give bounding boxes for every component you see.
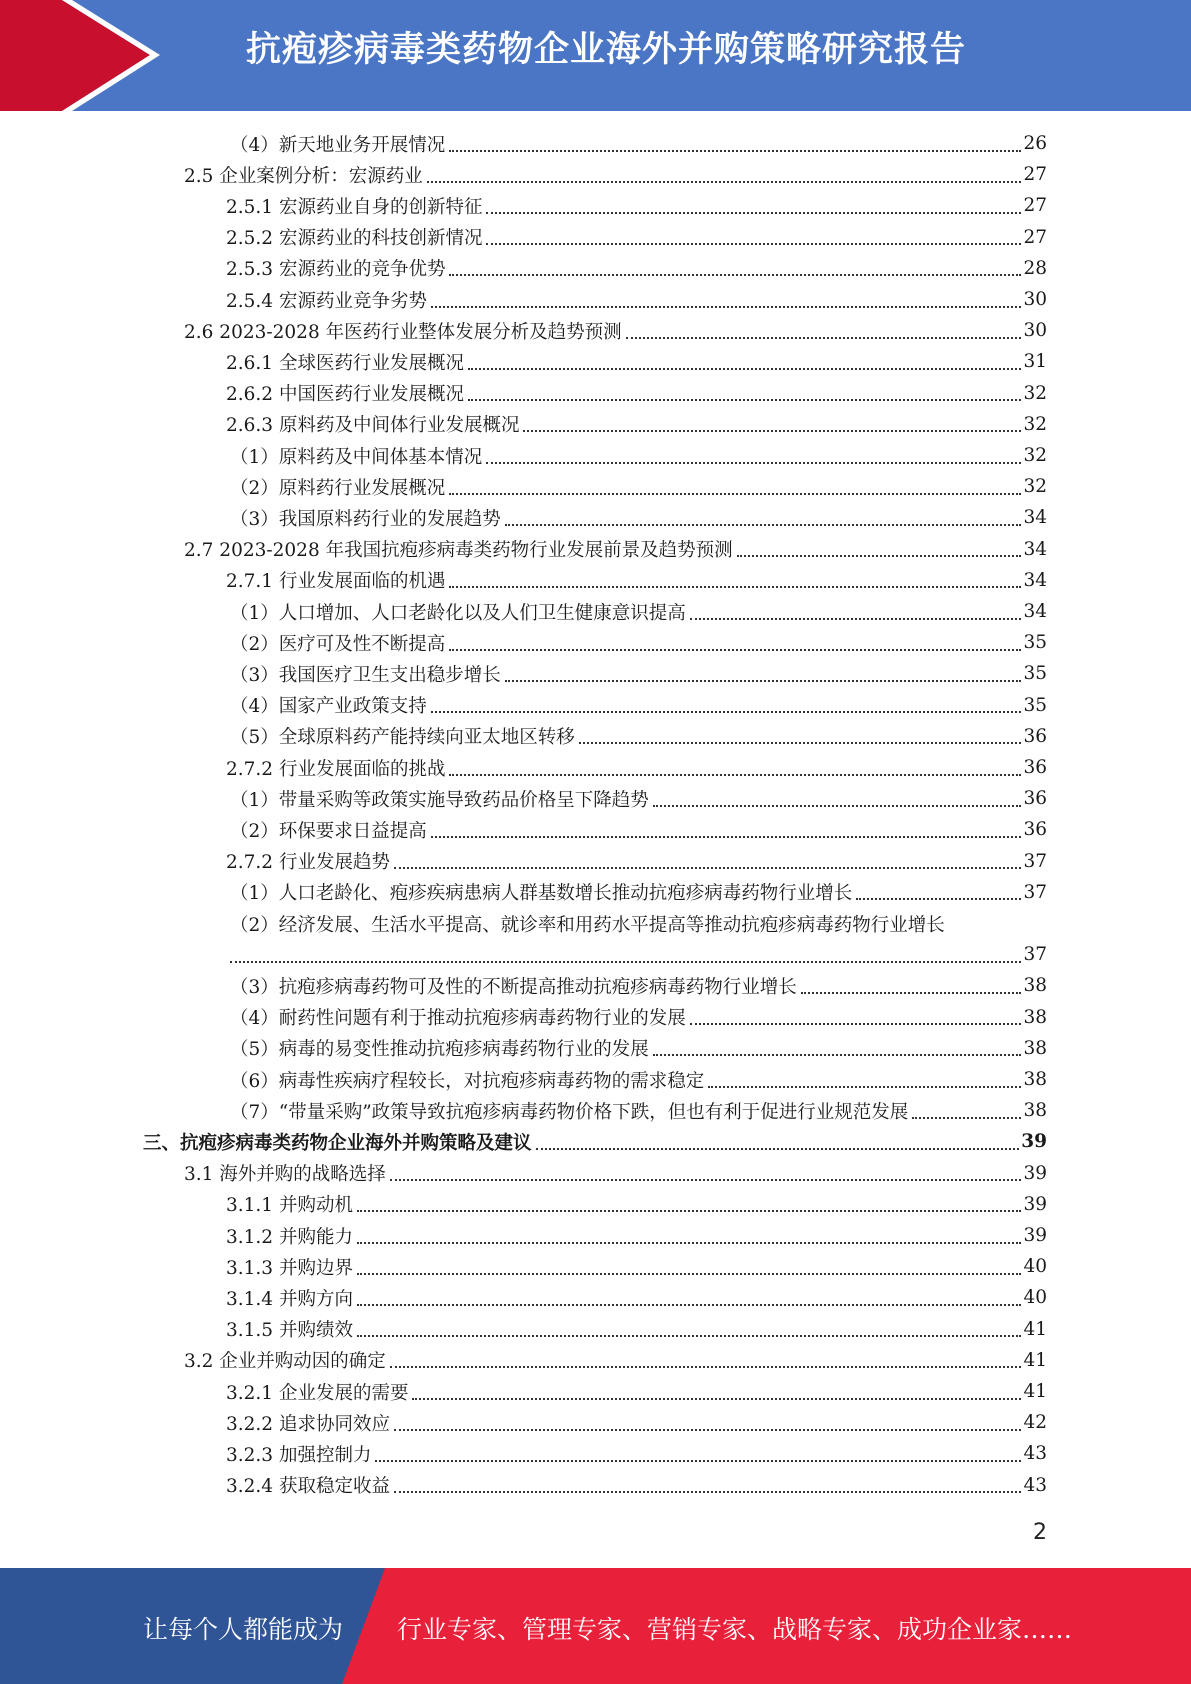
toc-entry-page: 35 xyxy=(1023,632,1047,654)
toc-dot-leader xyxy=(431,836,1022,838)
toc-entry-label: 2.7 2023-2028 年我国抗疱疹病毒类药物行业发展前景及趋势预测 xyxy=(184,540,733,562)
toc-entry-page: 34 xyxy=(1023,507,1047,529)
toc-dot-leader xyxy=(579,742,1022,744)
toc-dot-leader xyxy=(486,212,1021,214)
toc-entry-label: 2.7.2 行业发展面临的挑战 xyxy=(226,758,446,780)
toc-dot-leader xyxy=(536,1148,1020,1150)
toc-entry[interactable] xyxy=(230,908,945,939)
toc-entry[interactable] xyxy=(230,877,1047,908)
toc-dot-leader xyxy=(412,1398,1021,1400)
toc-entry-page: 41 xyxy=(1023,1318,1047,1340)
toc-entry-page: 37 xyxy=(1023,881,1047,903)
toc-dot-leader xyxy=(708,1086,1021,1088)
toc-entry-page: 40 xyxy=(1023,1287,1047,1309)
toc-entry-label: 2.5 企业案例分析：宏源药业 xyxy=(184,165,423,187)
toc-entry-page: 39 xyxy=(1023,1162,1047,1184)
toc-entry-page: 32 xyxy=(1023,413,1047,435)
toc-dot-leader xyxy=(912,1117,1021,1119)
toc-entry[interactable] xyxy=(230,1095,1047,1126)
toc-entry-label: （7）“带量采购”政策导致抗疱疹病毒药物价格下跌，但也有利于促进行业规范发展 xyxy=(230,1101,909,1123)
toc-entry-page: 38 xyxy=(1023,1006,1047,1028)
toc-entry-label: 3.1.2 并购能力 xyxy=(226,1226,353,1248)
toc-entry[interactable] xyxy=(184,159,1047,190)
toc-dot-leader xyxy=(505,524,1022,526)
toc-entry[interactable] xyxy=(226,565,1047,596)
toc-entry[interactable] xyxy=(226,1251,1047,1282)
toc-entry[interactable] xyxy=(230,658,1047,689)
toc-entry-page: 40 xyxy=(1023,1256,1047,1278)
toc-entry[interactable] xyxy=(226,1220,1047,1251)
toc-entry-label: （4）耐药性问题有利于推动抗疱疹病毒药物行业的发展 xyxy=(230,1008,686,1030)
toc-entry[interactable] xyxy=(226,284,1047,315)
toc-entry-label: （1）带量采购等政策实施导致药品价格呈下降趋势 xyxy=(230,789,649,811)
toc-dot-leader xyxy=(449,493,1021,495)
toc-entry-page: 32 xyxy=(1023,476,1047,498)
toc-entry[interactable] xyxy=(226,846,1047,877)
toc-entry-page: 35 xyxy=(1023,663,1047,685)
toc-entry-label: 2.6.3 原料药及中间体行业发展概况 xyxy=(226,415,520,437)
toc-entry[interactable] xyxy=(230,970,1047,1001)
toc-entry-label: 2.5.3 宏源药业的竞争优势 xyxy=(226,259,446,281)
toc-entry[interactable] xyxy=(230,721,1047,752)
toc-entry-page: 28 xyxy=(1023,257,1047,279)
toc-entry-page: 38 xyxy=(1023,1069,1047,1090)
toc-entry-page: 30 xyxy=(1023,289,1047,310)
toc-entry-label: 3.1 海外并购的战略选择 xyxy=(184,1164,386,1186)
toc-entry[interactable] xyxy=(230,128,1047,159)
toc-entry-page: 32 xyxy=(1023,382,1047,404)
toc-entry-label: 2.6.2 中国医药行业发展概况 xyxy=(226,384,464,406)
toc-entry[interactable] xyxy=(230,1033,1047,1064)
toc-entry-label: 2.6 2023-2028 年医药行业整体发展分析及趋势预测 xyxy=(184,321,622,343)
toc-entry[interactable] xyxy=(226,378,1047,409)
toc-dot-leader xyxy=(653,1054,1022,1056)
toc-entry[interactable] xyxy=(230,1002,1047,1033)
toc-entry[interactable] xyxy=(230,471,1047,502)
toc-entry[interactable] xyxy=(230,502,1047,533)
toc-entry[interactable] xyxy=(226,1438,1047,1469)
toc-dot-leader xyxy=(626,337,1022,339)
toc-dot-leader xyxy=(394,1491,1021,1493)
toc-entry[interactable] xyxy=(226,253,1047,284)
toc-entry-label: 2.5.2 宏源药业的科技创新情况 xyxy=(226,228,483,250)
toc-entry-page: 27 xyxy=(1023,195,1047,217)
toc-entry-page: 31 xyxy=(1023,351,1047,373)
toc-entry[interactable] xyxy=(226,409,1047,440)
toc-entry[interactable] xyxy=(226,222,1047,253)
toc-entry-label: 2.7.1 行业发展面临的机遇 xyxy=(226,571,446,593)
toc-entry[interactable] xyxy=(230,783,1047,814)
toc-entry-label: 3.2 企业并购动因的确定 xyxy=(184,1351,386,1373)
toc-entry-page: 37 xyxy=(1023,944,1047,966)
toc-entry[interactable] xyxy=(230,814,1047,845)
toc-entry-label: 2.5.1 宏源药业自身的创新特征 xyxy=(226,196,483,218)
toc-dot-leader xyxy=(523,430,1021,432)
toc-entry-label: （3）我国医疗卫生支出稳步增长 xyxy=(230,664,501,686)
toc-dot-leader xyxy=(737,555,1022,557)
toc-dot-leader xyxy=(230,961,1021,963)
toc-entry[interactable] xyxy=(226,346,1047,377)
toc-chapter-entry[interactable] xyxy=(143,1126,1047,1157)
toc-entry-page: 41 xyxy=(1023,1349,1047,1371)
toc-entry[interactable] xyxy=(184,1158,1047,1189)
toc-entry-label: （5）全球原料药产能持续向亚太地区转移 xyxy=(230,727,575,749)
toc-entry-continuation[interactable] xyxy=(230,939,1047,970)
toc-dot-leader xyxy=(449,649,1021,651)
toc-dot-leader xyxy=(357,1242,1022,1244)
toc-entry-label: 3.1.4 并购方向 xyxy=(226,1288,353,1310)
report-title: 抗疱疹病毒类药物企业海外并购策略研究报告 xyxy=(246,30,967,70)
toc-dot-leader xyxy=(427,181,1022,183)
toc-entry[interactable] xyxy=(184,534,1047,565)
toc-entry-label: 3.2.3 加强控制力 xyxy=(226,1444,372,1466)
toc-entry-page: 43 xyxy=(1023,1443,1047,1465)
toc-entry-label: （6）病毒性疾病疗程较长，对抗疱疹病毒药物的需求稳定 xyxy=(230,1070,705,1092)
toc-entry-page: 36 xyxy=(1023,819,1047,841)
toc-dot-leader xyxy=(357,1210,1022,1212)
toc-entry-page: 27 xyxy=(1023,164,1047,186)
toc-dot-leader xyxy=(431,306,1021,308)
toc-entry-label: （4）国家产业政策支持 xyxy=(230,696,427,718)
toc-dot-leader xyxy=(431,711,1022,713)
toc-entry-page: 32 xyxy=(1023,445,1047,466)
toc-dot-leader xyxy=(486,243,1021,245)
toc-entry-label: （3）抗疱疹病毒药物可及性的不断提高推动抗疱疹病毒药物行业增长 xyxy=(230,976,797,998)
toc-entry[interactable] xyxy=(230,1064,1047,1095)
toc-entry-page: 36 xyxy=(1023,788,1047,810)
toc-entry-page: 37 xyxy=(1023,850,1047,872)
toc-entry-label: 3.2.2 追求协同效应 xyxy=(226,1413,390,1435)
footer-slogan: 让每个人都能成为 xyxy=(143,1615,344,1644)
toc-entry[interactable] xyxy=(226,1407,1047,1438)
toc-entry-page: 30 xyxy=(1023,320,1047,342)
toc-entry-label: （2）原料药行业发展概况 xyxy=(230,477,446,499)
toc-entry[interactable] xyxy=(230,596,1047,627)
toc-dot-leader xyxy=(801,992,1022,994)
toc-dot-leader xyxy=(357,1335,1022,1337)
toc-entry-page: 26 xyxy=(1023,133,1047,154)
toc-dot-leader xyxy=(394,1429,1021,1431)
toc-entry-page: 36 xyxy=(1023,725,1047,747)
toc-dot-leader xyxy=(449,586,1021,588)
toc-entry-label: （1）原料药及中间体基本情况 xyxy=(230,446,483,468)
toc-dot-leader xyxy=(375,1460,1021,1462)
toc-entry[interactable] xyxy=(226,1282,1047,1313)
toc-entry-page: 39 xyxy=(1021,1131,1047,1153)
toc-dot-leader xyxy=(690,618,1022,620)
toc-entry-page: 36 xyxy=(1023,757,1047,778)
toc-entry-label: 3.1.3 并购边界 xyxy=(226,1257,353,1279)
toc-entry[interactable] xyxy=(230,627,1047,658)
toc-entry-page: 42 xyxy=(1023,1412,1047,1434)
toc-entry-page: 38 xyxy=(1023,975,1047,997)
toc-entry-label: 2.5.4 宏源药业竞争劣势 xyxy=(226,290,427,312)
toc-dot-leader xyxy=(390,1366,1022,1368)
toc-entry-page: 34 xyxy=(1023,538,1047,560)
toc-entry-page: 27 xyxy=(1023,226,1047,248)
toc-entry[interactable] xyxy=(226,1376,1047,1407)
page-footer xyxy=(0,1568,1191,1684)
toc-dot-leader xyxy=(390,1179,1022,1181)
toc-entry-label: 三、抗疱疹病毒类药物企业海外并购策略及建议 xyxy=(143,1132,532,1154)
toc-entry-label: （1）人口老龄化、疱疹疾病患病人群基数增长推动抗疱疹病毒药物行业增长 xyxy=(230,883,853,905)
toc-entry[interactable] xyxy=(226,1470,1047,1501)
toc-entry-page: 35 xyxy=(1023,694,1047,716)
toc-dot-leader xyxy=(357,1273,1022,1275)
toc-entry-page: 39 xyxy=(1023,1225,1047,1246)
toc-dot-leader xyxy=(856,898,1021,900)
toc-entry-page: 39 xyxy=(1023,1193,1047,1215)
toc-entry[interactable] xyxy=(226,1189,1047,1220)
toc-entry-label: 3.1.5 并购绩效 xyxy=(226,1320,353,1342)
toc-dot-leader xyxy=(468,368,1021,370)
toc-entry[interactable] xyxy=(184,315,1047,346)
toc-entry-label: 3.2.4 获取稳定收益 xyxy=(226,1476,390,1498)
toc-entry-label: 3.2.1 企业发展的需要 xyxy=(226,1382,409,1404)
toc-dot-leader xyxy=(505,680,1022,682)
toc-entry[interactable] xyxy=(230,440,1047,471)
toc-entry-page: 38 xyxy=(1023,1100,1047,1122)
toc-dot-leader xyxy=(468,399,1021,401)
toc-dot-leader xyxy=(449,274,1021,276)
toc-entry-page: 34 xyxy=(1023,601,1047,622)
toc-entry-label: （2）经济发展、生活水平提高、就诊率和用药水平提高等推动抗疱疹病毒药物行业增长 xyxy=(230,914,945,936)
toc-entry-label: 3.1.1 并购动机 xyxy=(226,1195,353,1217)
toc-dot-leader xyxy=(449,150,1021,152)
toc-entry-page: 41 xyxy=(1023,1381,1047,1402)
toc-entry-label: 2.7.2 行业发展趋势 xyxy=(226,852,390,874)
page-header xyxy=(0,0,1191,111)
toc-entry[interactable] xyxy=(226,1314,1047,1345)
toc-entry-label: （2）环保要求日益提高 xyxy=(230,820,427,842)
footer-roles: 行业专家、管理专家、营销专家、战略专家、成功企业家…… xyxy=(397,1615,1073,1644)
toc-entry-page: 38 xyxy=(1023,1037,1047,1059)
toc-entry-label: （3）我国原料药行业的发展趋势 xyxy=(230,508,501,530)
page-number: 2 xyxy=(1033,1520,1047,1545)
toc-entry-page: 43 xyxy=(1023,1474,1047,1496)
toc-entry[interactable] xyxy=(226,752,1047,783)
toc-entry-page: 34 xyxy=(1023,569,1047,591)
toc-entry[interactable] xyxy=(230,690,1047,721)
toc-entry-label: （5）病毒的易变性推动抗疱疹病毒药物行业的发展 xyxy=(230,1039,649,1061)
toc-entry-label: （4）新天地业务开展情况 xyxy=(230,134,446,156)
toc-dot-leader xyxy=(690,1023,1022,1025)
toc-dot-leader xyxy=(394,867,1021,869)
toc-dot-leader xyxy=(486,462,1021,464)
toc-entry-label: （1）人口增加、人口老龄化以及人们卫生健康意识提高 xyxy=(230,602,686,624)
toc-dot-leader xyxy=(653,805,1022,807)
toc-entry[interactable] xyxy=(184,1345,1047,1376)
toc-entry-label: （2）医疗可及性不断提高 xyxy=(230,633,446,655)
toc-dot-leader xyxy=(357,1304,1022,1306)
toc-dot-leader xyxy=(449,774,1021,776)
toc-entry[interactable] xyxy=(226,190,1047,221)
toc-entry-label: 2.6.1 全球医药行业发展概况 xyxy=(226,352,464,374)
